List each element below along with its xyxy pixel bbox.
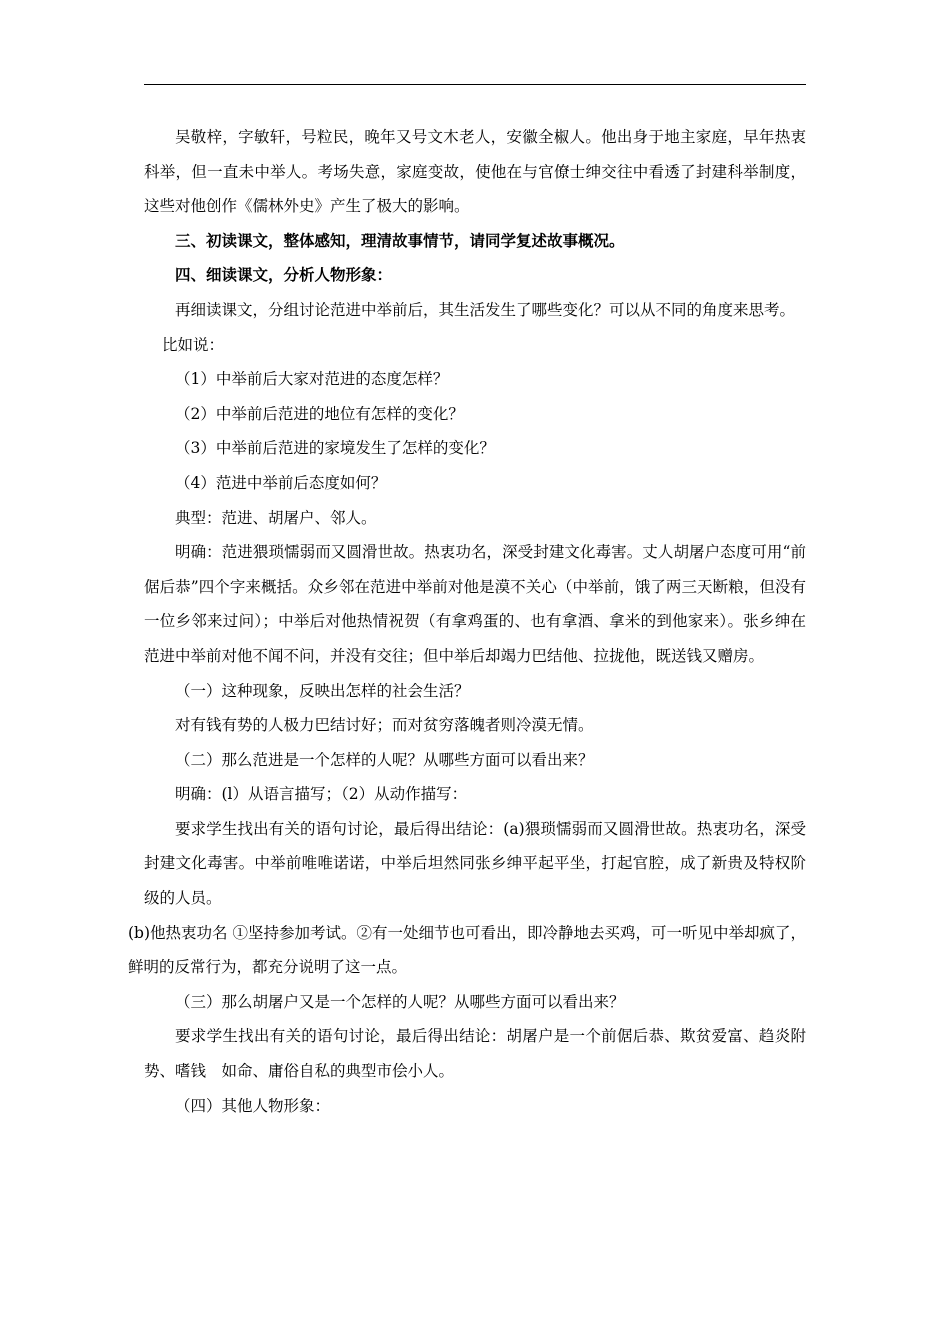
sub-question-4: （四）其他人物形象： [175, 1096, 331, 1115]
sub-question-1: （一）这种现象，反映出怎样的社会生活？ [175, 681, 470, 700]
conclusion-hu-paragraph: 要求学生找出有关的语句讨论，最后得出结论：胡屠户是一个前倨后恭、欺贫爱富、趋炎附势、嗜钱 如命、庸俗自私的典型市侩小人。 [144, 1027, 806, 1081]
typical-characters-line: 典型：范进、胡屠户、邻人。 [175, 508, 377, 527]
question-4: （4）范进中举前后态度如何？ [175, 473, 387, 492]
header-rule [144, 84, 806, 85]
section-four-heading: 四、细读课文，分析人物形象： [175, 265, 393, 285]
example-label: 比如说： [162, 335, 225, 354]
document-body [128, 120, 806, 1123]
clarification-paragraph: 明确：范进猥琐懦弱而又圆滑世故。热衷功名，深受封建文化毒害。丈人胡屠户态度可用“前倨后恭”四个字来概括。众乡邻在范进中举前对他是漠不关心（中举前，饿了两三天断粮，但没有一位乡邻来过问）；中举后对他热情祝贺（有拿鸡蛋的、也有拿酒、拿米的到他家来）。张乡绅在范进中举前对他不闻不问，并没有交往；但中举后却竭力巴结他、拉拢他，既送钱又赠房。 [144, 543, 806, 665]
conclusion-a-paragraph: 要求学生找出有关的语句讨论，最后得出结论：(a)猥琐懦弱而又圆滑世故。热衷功名，深受封建文化毒害。中举前唯唯诺诺，中举后坦然同张乡绅平起平坐，打起官腔，成了新贵及特权阶级的人员。 [144, 819, 806, 908]
question-2: （2）中举前后范进的地位有怎样的变化？ [175, 404, 464, 423]
conclusion-b-paragraph: (b)他热衷功名 ①坚持参加考试。②有一处细节也可看出，即冷静地去买鸡，可一听见中举却疯了，鲜明的反常行为，都充分说明了这一点。 [128, 923, 806, 977]
question-1: （1）中举前后大家对范进的态度怎样？ [175, 370, 449, 389]
clarification-line: 明确：(l）从语言描写；（2）从动作描写： [175, 785, 468, 804]
sub-question-3: （三）那么胡屠户又是一个怎样的人呢？从哪些方面可以看出来？ [175, 992, 625, 1011]
question-3: （3）中举前后范进的家境发生了怎样的变化？ [175, 439, 495, 458]
sub-answer-1: 对有钱有势的人极力巴结讨好；而对贫穷落魄者则冷漠无情。 [175, 716, 594, 735]
discussion-paragraph: 再细读课文，分组讨论范进中举前后，其生活发生了哪些变化？可以从不同的角度来思考。 [175, 300, 796, 319]
author-intro-paragraph: 吴敬梓，字敏轩，号粒民，晚年又号文木老人，安徽全椒人。他出身于地主家庭，早年热衷科举，但一直未中举人。考场失意，家庭变故，使他在与官僚士绅交往中看透了封建科举制度，这些对他创作《儒林外史》产生了极大的影响。 [144, 128, 806, 216]
sub-question-2: （二）那么范进是一个怎样的人呢？从哪些方面可以看出来？ [175, 750, 594, 769]
section-three-heading: 三、初读课文，整体感知，理清故事情节，请同学复述故事概况。 [175, 230, 625, 250]
